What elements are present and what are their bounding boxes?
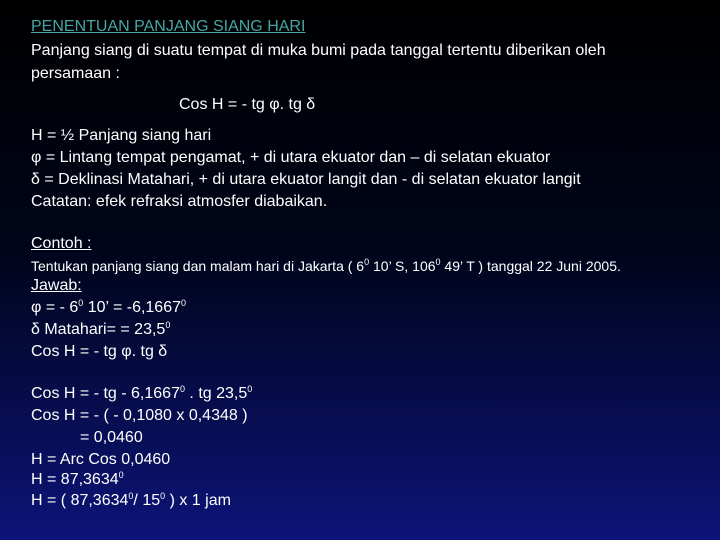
note-refraction: Catatan: efek refraksi atmosfer diabaikan. — [31, 193, 328, 210]
phi-value: φ = - $6^0$ 10’ = $-6,1667^0$ — [31, 298, 187, 316]
main-formula: Cos H = - tg φ. tg δ — [179, 96, 316, 113]
intro-line-1: Panjang siang di suatu tempat di muka bumi pada tanggal tertentu diberikan oleh — [31, 42, 606, 59]
calc-step-6: H = ( 87,3634$^0$/ $15^0$ ) x 1 jam — [31, 491, 231, 509]
answer-heading: Jawab: — [31, 277, 82, 294]
definition-h: H = ½ Panjang siang hari — [31, 127, 212, 144]
intro-line-2: persamaan : — [31, 65, 120, 82]
definition-phi: φ = Lintang tempat pengamat, + di utara ekuator dan – di selatan ekuator — [31, 149, 551, 166]
calc-step-3: = 0,0460 — [80, 429, 143, 446]
calc-step-1: Cos H = - tg - 6,1667$^0$ . tg 23,5$^0$ — [31, 384, 253, 402]
calc-step-2: Cos H = - ( - 0,1080 x 0,4348 ) — [31, 407, 248, 424]
definition-delta: δ = Deklinasi Matahari, + di utara ekuator langit dan - di selatan ekuator langit — [31, 171, 581, 188]
page-title: PENENTUAN PANJANG SIANG HARI — [31, 18, 306, 35]
formula-repeat: Cos H = - tg φ. tg δ — [31, 343, 168, 360]
delta-value: δ Matahari= = $23,5^0$ — [31, 320, 171, 338]
calc-step-4: H = Arc Cos 0,0460 — [31, 451, 171, 468]
example-problem: Tentukan panjang siang dan malam hari di Jakarta ( $6^0$ 10’ S, $106^0$ 49’ T ) tanggal 22 Juni 2005. — [31, 257, 621, 274]
calc-step-5: $H = 87,3634^0$ — [31, 470, 124, 488]
example-heading: Contoh : — [31, 235, 92, 252]
